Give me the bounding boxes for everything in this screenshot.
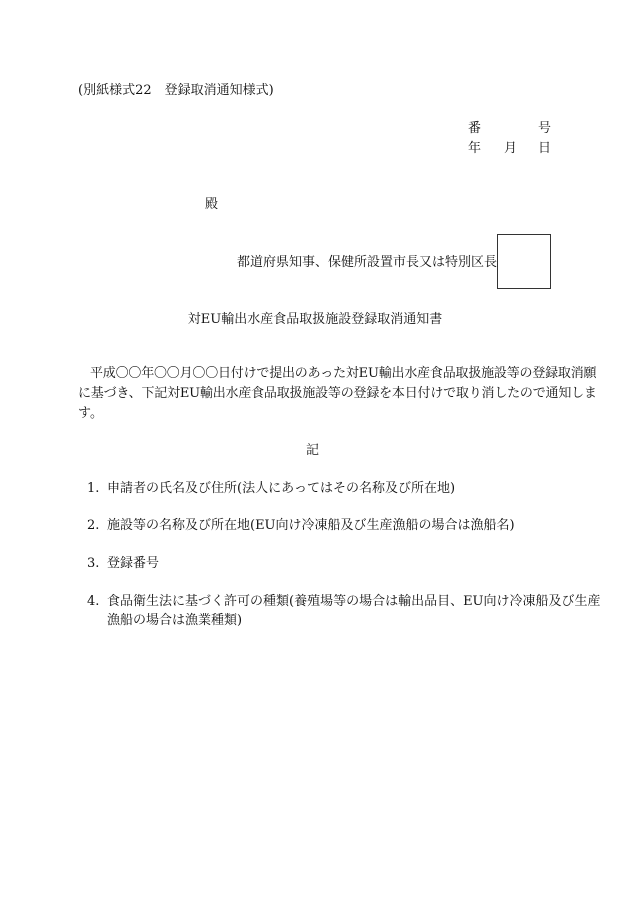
seal-box — [497, 234, 551, 289]
ki-heading: 記 — [306, 443, 320, 458]
item-number: 3. — [87, 556, 100, 571]
document-title: 対EU輸出水産食品取扱施設登録取消通知書 — [187, 312, 443, 327]
item-text: 食品衛生法に基づく許可の種類(養殖場等の場合は輸出品目、EU向け冷凍船及び生産 — [107, 594, 601, 609]
item-text: 登録番号 — [107, 556, 160, 571]
item-text-continued: 漁船の場合は漁業種類) — [107, 613, 243, 628]
body-line: に基づき、下記対EU輸出水産食品取扱施設等の登録を本日付けで取り消したので通知しま — [78, 386, 597, 401]
date-month: 月 — [504, 141, 518, 156]
date-day: 日 — [538, 141, 552, 156]
addressee-suffix: 殿 — [205, 197, 219, 212]
item-number: 4. — [87, 594, 100, 609]
item-number: 2. — [87, 518, 100, 533]
item-text: 施設等の名称及び所在地(EU向け冷凍船及び生産漁船の場合は漁船名) — [107, 518, 515, 533]
body-line: 平成〇〇年〇〇月〇〇日付けで提出のあった対EU輸出水産食品取扱施設等の登録取消願 — [90, 366, 597, 381]
date-year: 年 — [468, 141, 482, 156]
number-suffix: 号 — [538, 121, 552, 136]
item-number: 1. — [87, 481, 100, 496]
body-line: す。 — [78, 406, 103, 421]
item-text: 申請者の氏名及び住所(法人にあってはその名称及び所在地) — [107, 481, 456, 496]
number-label: 番 — [468, 121, 482, 136]
issuer-name: 都道府県知事、保健所設置市長又は特別区長 — [236, 255, 497, 270]
form-label: (別紙様式22 登録取消通知様式) — [78, 83, 274, 98]
